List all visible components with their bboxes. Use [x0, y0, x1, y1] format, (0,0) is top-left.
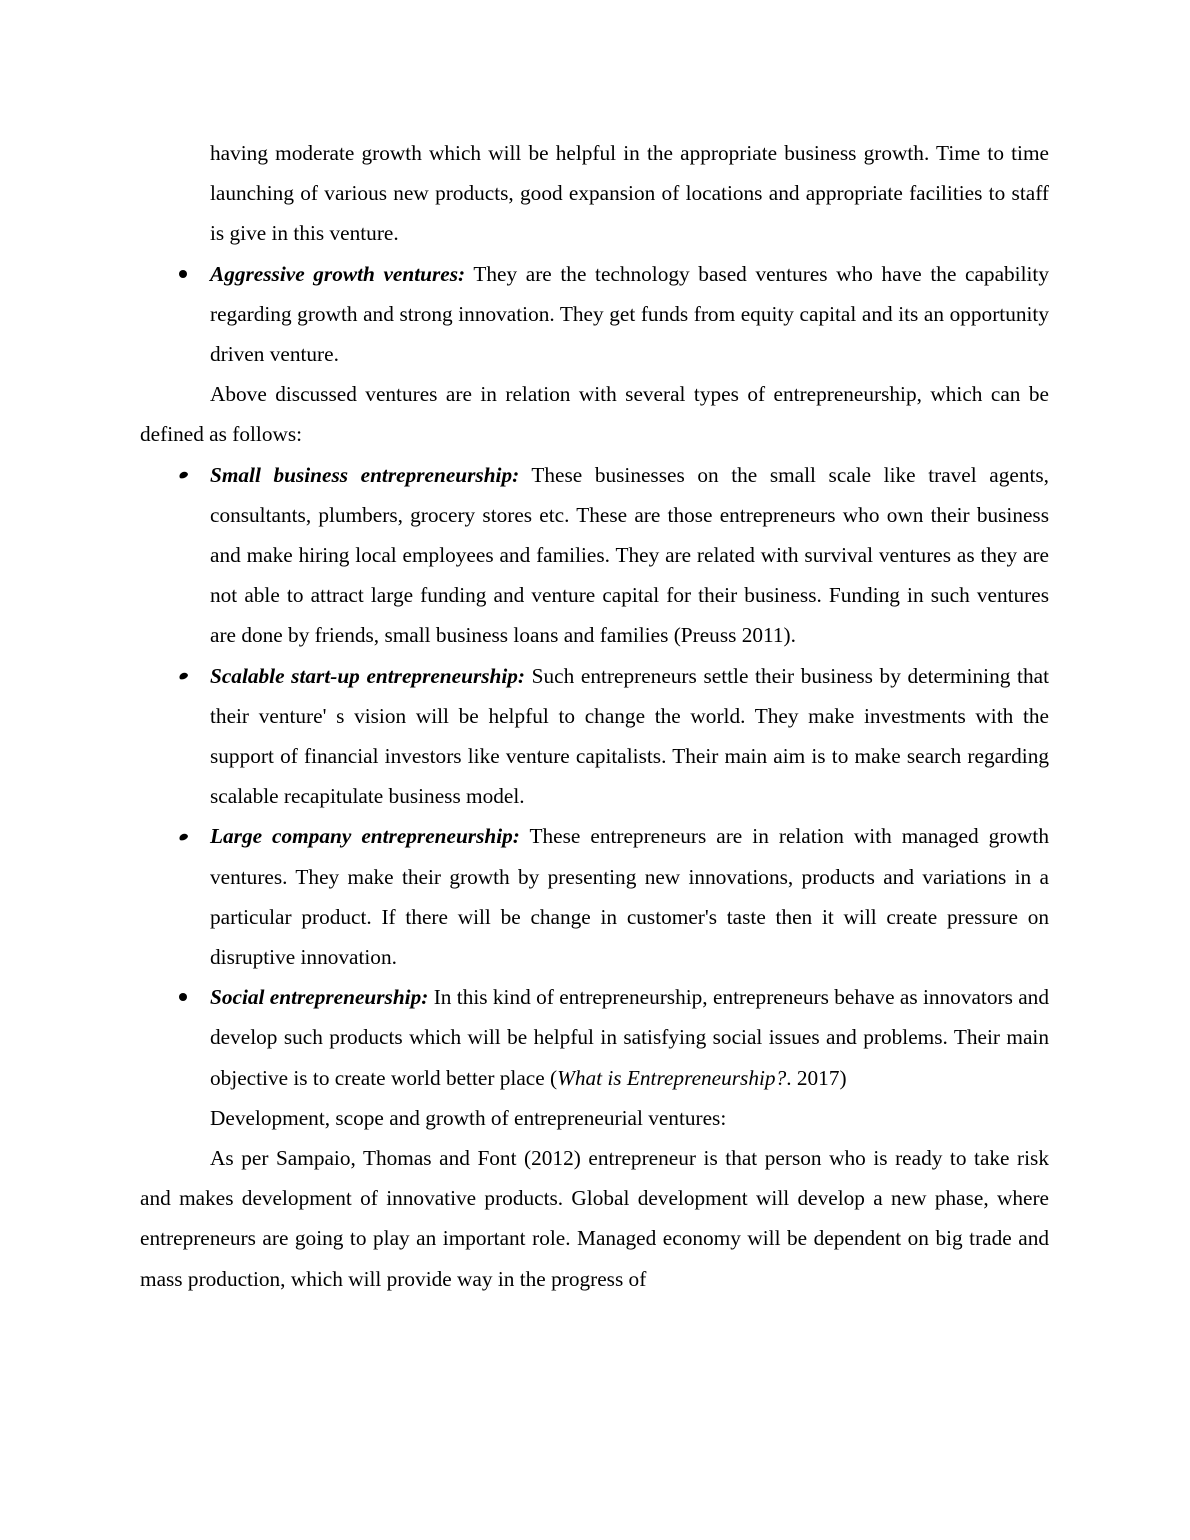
continuation-paragraph: having moderate growth which will be helpful in the appropriate business growth. Time to time launching of various new products, good expansion of locations and appropriate facilities to staff is give in this venture. — [210, 141, 1049, 246]
list-item-small-business — [140, 455, 1049, 656]
section-heading: Development, scope and growth of entrepreneurial ventures: — [210, 1105, 727, 1130]
term-scalable-startup: Scalable start-up entrepreneurship: — [210, 663, 526, 688]
citation-tail: . 2017) — [786, 1065, 847, 1090]
list-item-scalable-startup — [140, 656, 1049, 817]
text-aggressive-growth: They are the technology based ventures who have the capability regarding growth and strong innovation. They get funds from equity capital and its an opportunity driven venture. — [210, 261, 1049, 367]
list-item-aggressive-growth — [140, 254, 1049, 375]
term-aggressive-growth: Aggressive growth ventures: — [210, 261, 466, 286]
list-item-large-company — [140, 816, 1049, 977]
term-small-business: Small business entrepreneurship: — [210, 462, 520, 487]
citation-title: What is Entrepreneurship? — [557, 1065, 787, 1090]
bullet-icon — [173, 455, 193, 495]
closing-paragraph: As per Sampaio, Thomas and Font (2012) entrepreneur is that person who is ready to take risk and makes development of innovative products. Global development will develop a new phase, where entrepreneurs are going to play an important role. Managed economy will be dependent on big trade and mass production, which will provide way in the progress of — [140, 1146, 1049, 1291]
bullet-icon — [173, 656, 193, 696]
list-item-social — [140, 977, 1049, 1098]
text-small-business: These businesses on the small scale like travel agents, consultants, plumbers, grocery stores etc. These are those entrepreneurs who own their business and make hiring local employees and families. They are related with survival ventures as they are not able to attract large funding and venture capital for their business. Funding in such ventures are done by friends, small business loans and families (Preuss 2011). — [210, 462, 1049, 648]
term-social: Social entrepreneurship: — [210, 985, 429, 1010]
document-body — [140, 133, 1049, 1299]
bullet-icon — [173, 816, 193, 856]
intro-types-paragraph: Above discussed ventures are in relation with several types of entrepreneurship, which can be defined as follows: — [140, 382, 1049, 447]
bullet-icon — [173, 254, 193, 294]
term-large-company: Large company entrepreneurship: — [210, 824, 520, 849]
bullet-icon — [173, 977, 193, 1017]
text-scalable-startup: Such entrepreneurs settle their business by determining that their venture' s vision will be helpful to change the world. They make investments with the support of financial investors like venture capitalists. Their main aim is to make search regarding scalable recapitulate business model. — [210, 663, 1049, 809]
text-large-company: These entrepreneurs are in relation with managed growth ventures. They make their growth by presenting new innovations, products and variations in a particular product. If there will be change in customer's taste then it will create pressure on disruptive innovation. — [210, 824, 1049, 970]
text-social: In this kind of entrepreneurship, entrepreneurs behave as innovators and develop such products which will be helpful in satisfying social issues and problems. Their main objective is to create world better place ( — [210, 985, 1049, 1090]
